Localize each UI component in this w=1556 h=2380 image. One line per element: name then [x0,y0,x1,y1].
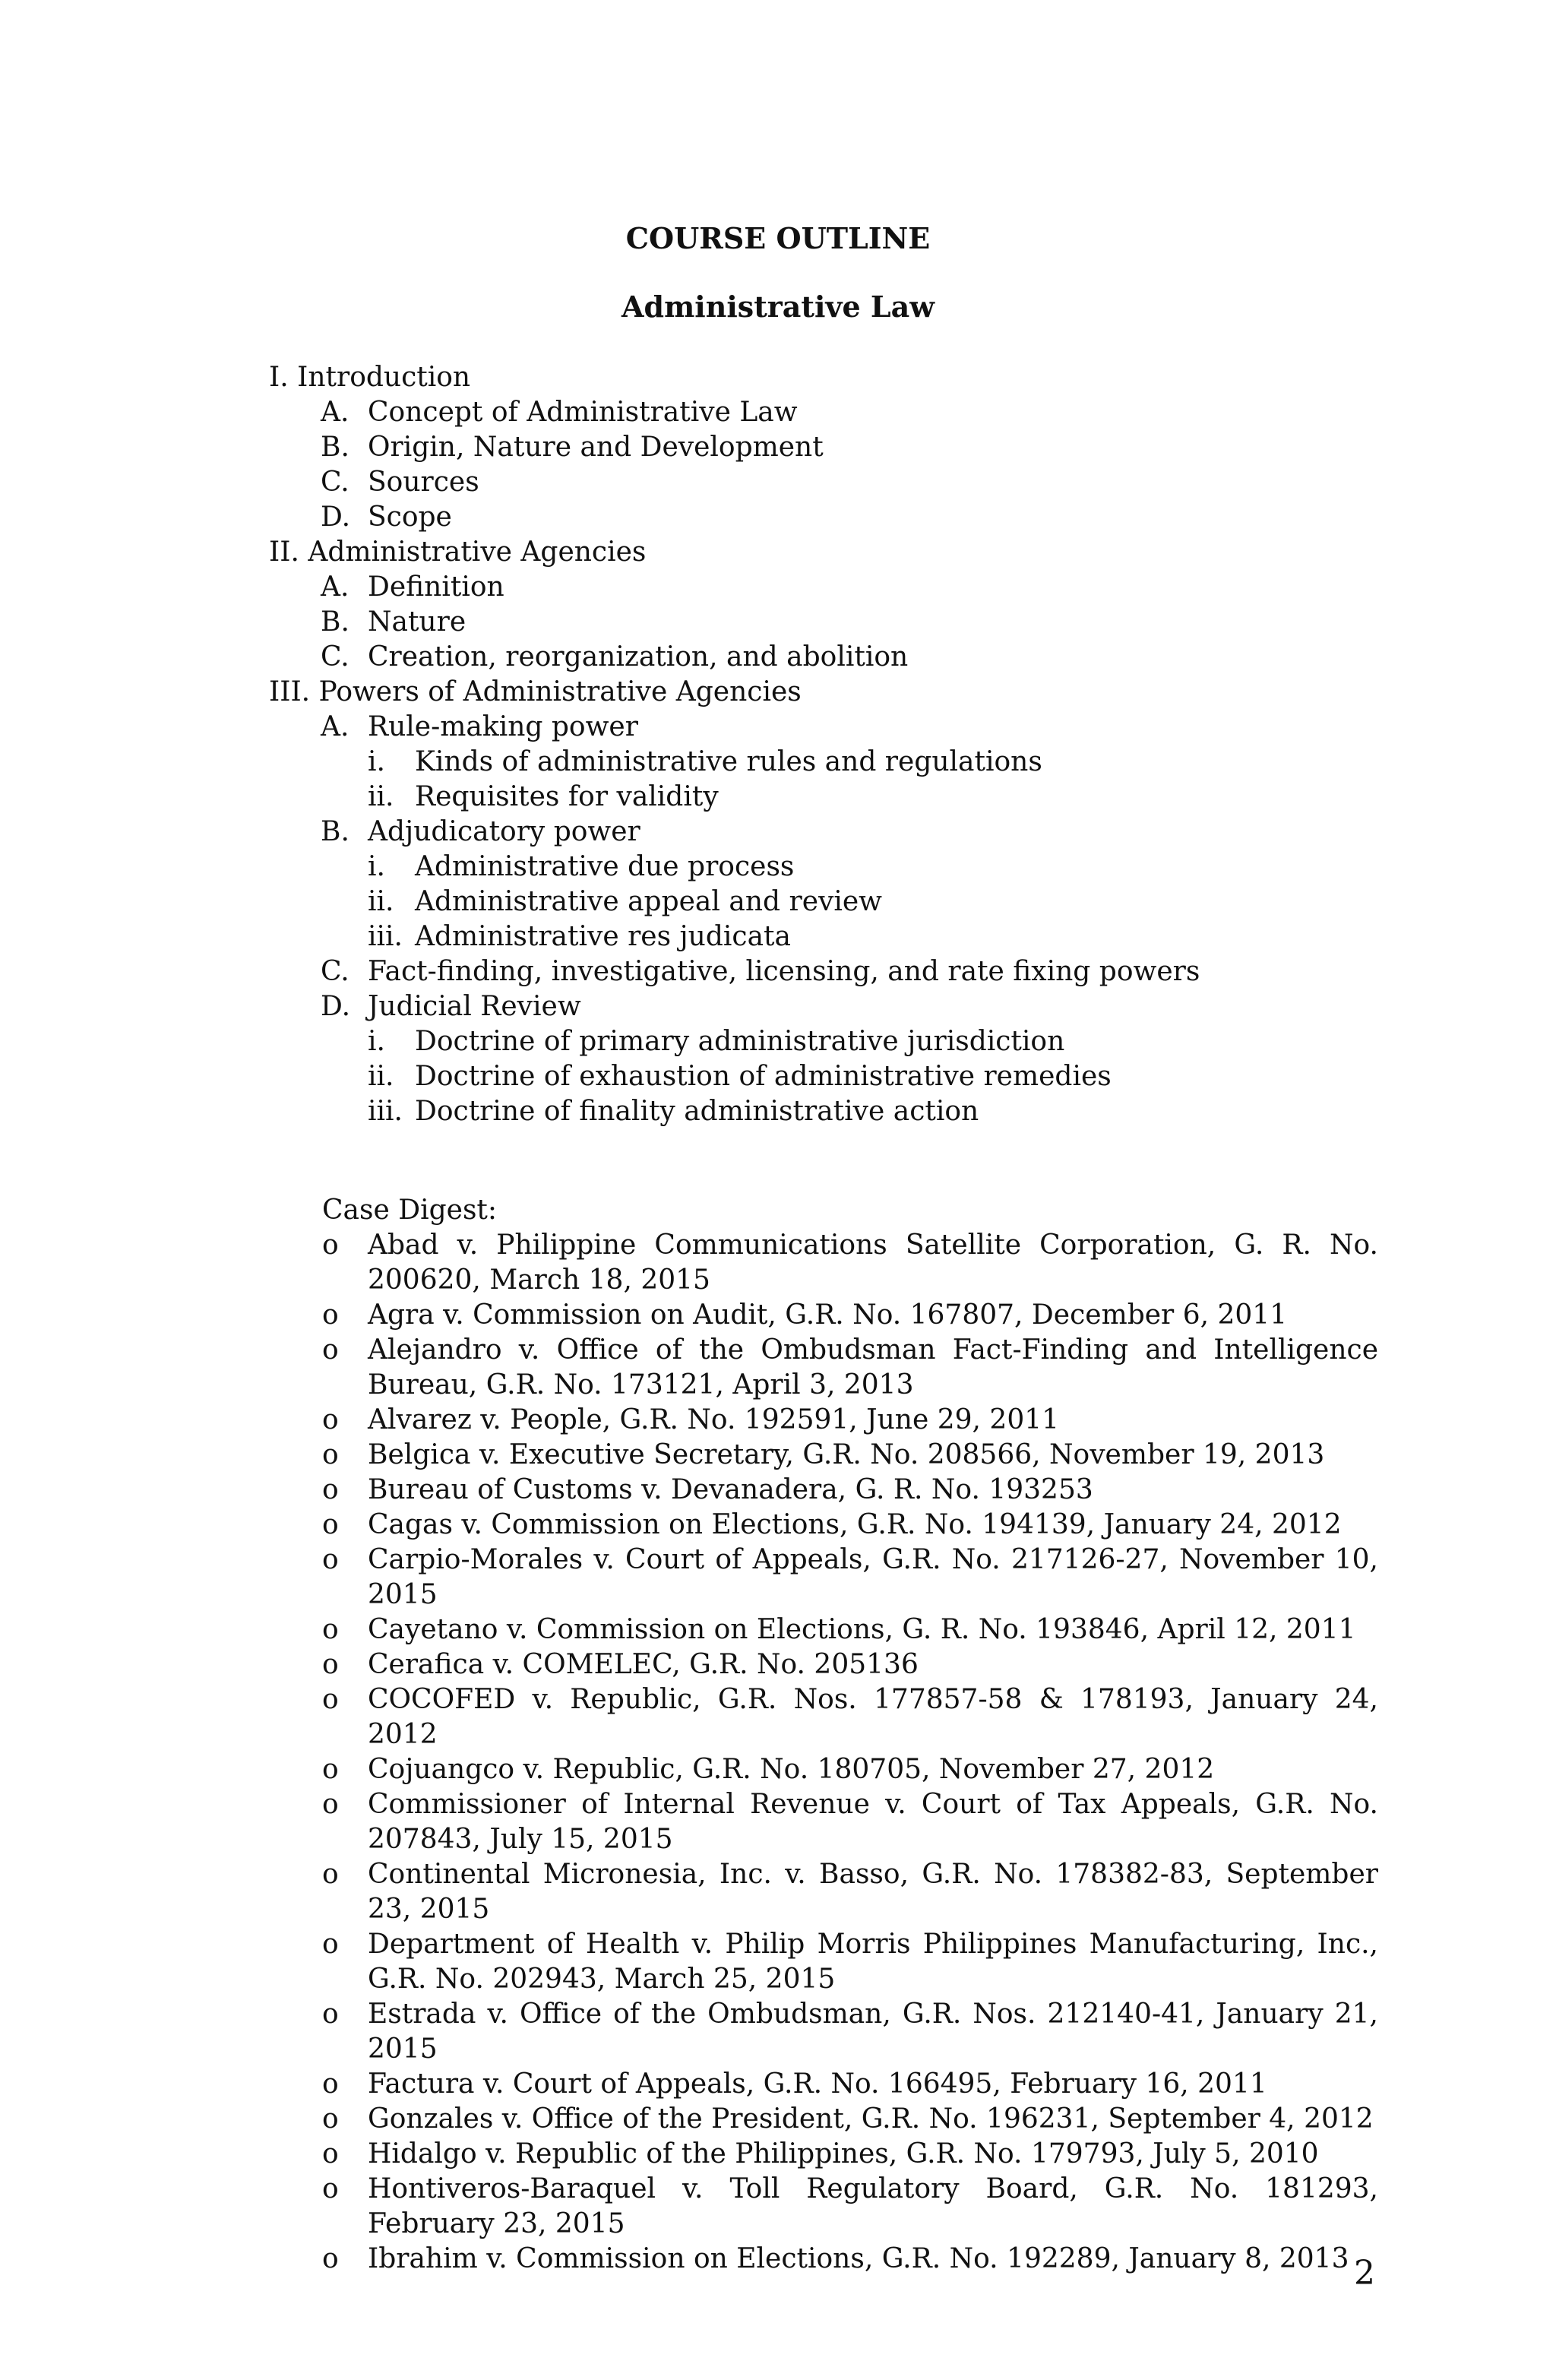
outline-text: Judicial Review [368,991,581,1022]
outline-item [269,1059,1409,1094]
case-citation: Bureau of Customs v. Devanadera, G. R. No. 193253 [368,1474,1093,1505]
outline-marker: i. [368,746,385,777]
outline-item [269,640,1409,675]
bullet-icon: o [322,1684,339,1715]
outline-item [269,919,1409,954]
case-citation: Carpio-Morales v. Court of Appeals, G.R. No. 217126-27, November 10, 2015 [368,1544,1378,1610]
bullet-icon: o [322,1404,339,1435]
outline-marker: iii. [368,1096,403,1127]
outline-marker: C. [321,467,349,498]
case-citation: Estrada v. Office of the Ombudsman, G.R. Nos. 212140-41, January 21, 2015 [368,1999,1378,2065]
bullet-icon: o [322,1649,339,1680]
case-citation: Cerafica v. COMELEC, G.R. No. 205136 [368,1649,919,1680]
outline-item [269,360,1409,395]
bullet-icon: o [322,2068,339,2100]
page-subtitle: Administrative Law [621,290,935,324]
outline-text: Origin, Nature and Development [368,432,824,463]
case-item [322,1647,1378,1682]
outline-text: Administrative res judicata [415,921,791,952]
outline-marker: ii. [368,781,394,812]
case-citation: Factura v. Court of Appeals, G.R. No. 166495, February 16, 2011 [368,2068,1267,2100]
case-item [322,1927,1378,1997]
outline-text: Administrative appeal and review [415,886,882,917]
outline-marker: A. [321,711,349,742]
outline-marker: B. [321,816,349,847]
case-item [322,2172,1378,2242]
outline-item [269,780,1409,815]
outline-heading: III. Powers of Administrative Agencies [269,676,802,707]
outline-item [269,954,1409,989]
case-citation: Commissioner of Internal Revenue v. Court of Tax Appeals, G.R. No. 207843, July 15, 2015 [368,1789,1378,1855]
outline-item [269,500,1409,535]
outline-text: Nature [368,606,466,638]
case-citation: Cayetano v. Commission on Elections, G. R. No. 193846, April 12, 2011 [368,1614,1356,1645]
outline-text: Doctrine of finality administrative action [415,1096,979,1127]
case-item [322,1787,1378,1857]
case-citation: Continental Micronesia, Inc. v. Basso, G.R. No. 178382-83, September 23, 2015 [368,1859,1378,1925]
outline-marker: i. [368,851,385,882]
outline-text: Sources [368,467,479,498]
case-item [322,2137,1378,2172]
outline-text: Concept of Administrative Law [368,397,798,428]
case-item [322,1508,1378,1543]
case-item [322,2067,1378,2102]
outline-item [269,989,1409,1024]
outline-item [269,850,1409,885]
case-item [322,1403,1378,1438]
outline-item [269,430,1409,465]
outline-text: Doctrine of primary administrative jurisdiction [415,1026,1065,1057]
case-digest-section [322,1193,1378,2277]
bullet-icon: o [322,2173,339,2204]
outline-text: Fact-finding, investigative, licensing, and rate fixing powers [368,956,1200,987]
outline-marker: B. [321,432,349,463]
case-citation: Gonzales v. Office of the President, G.R. No. 196231, September 4, 2012 [368,2103,1374,2135]
outline-marker: A. [321,397,349,428]
bullet-icon: o [322,1544,339,1575]
case-item [322,1438,1378,1473]
bullet-icon: o [322,1334,339,1366]
case-citation: Hontiveros-Baraquel v. Toll Regulatory Board, G.R. No. 181293, February 23, 2015 [368,2173,1378,2239]
outline-marker: ii. [368,886,394,917]
outline-text: Definition [368,571,504,603]
case-digest-heading: Case Digest: [322,1195,498,1226]
bullet-icon: o [322,1754,339,1785]
case-item [322,1682,1378,1752]
bullet-icon: o [322,1929,339,1960]
bullet-icon: o [322,1859,339,1890]
outline-marker: D. [321,502,351,533]
outline-text: Adjudicatory power [368,816,640,847]
outline-text: Requisites for validity [415,781,719,812]
bullet-icon: o [322,1789,339,1820]
case-item [322,1997,1378,2067]
case-citation: Hidalgo v. Republic of the Philippines, G.R. No. 179793, July 5, 2010 [368,2138,1319,2170]
case-item [322,1333,1378,1403]
outline-item [269,885,1409,919]
outline-text: Kinds of administrative rules and regulations [415,746,1042,777]
page-number: 2 [1354,2254,1375,2293]
outline-item [269,675,1409,710]
case-citation: Cojuangco v. Republic, G.R. No. 180705, November 27, 2012 [368,1754,1215,1785]
bullet-icon: o [322,2243,339,2274]
outline-marker: B. [321,606,349,638]
page-title: COURSE OUTLINE [625,221,931,255]
outline-item [269,745,1409,780]
outline-item [269,570,1409,605]
bullet-icon: o [322,1614,339,1645]
case-item [322,1228,1378,1298]
outline-marker: C. [321,956,349,987]
case-citation: Belgica v. Executive Secretary, G.R. No. 208566, November 19, 2013 [368,1439,1325,1470]
outline-text: Rule-making power [368,711,638,742]
outline-item [269,1094,1409,1129]
outline-marker: iii. [368,921,403,952]
case-item [322,1857,1378,1927]
case-item [322,1473,1378,1508]
case-citation: Alvarez v. People, G.R. No. 192591, June 29, 2011 [368,1404,1060,1435]
case-item [322,1613,1378,1647]
outline-text: Administrative due process [415,851,795,882]
bullet-icon: o [322,2103,339,2135]
outline-marker: C. [321,641,349,673]
case-citation: Ibrahim v. Commission on Elections, G.R. No. 192289, January 8, 2013 [368,2243,1349,2274]
case-item [322,1752,1378,1787]
outline-heading: II. Administrative Agencies [269,536,647,568]
outline-item [269,710,1409,745]
outline-text: Doctrine of exhaustion of administrative remedies [415,1061,1112,1092]
case-item [322,1543,1378,1613]
outline-marker: ii. [368,1061,394,1092]
outline-marker: D. [321,991,351,1022]
outline-item [269,395,1409,430]
case-citation: COCOFED v. Republic, G.R. Nos. 177857-58 & 178193, January 24, 2012 [368,1684,1378,1750]
outline-marker: A. [321,571,349,603]
bullet-icon: o [322,1999,339,2030]
outline-heading: I. Introduction [269,362,471,393]
course-outline [269,360,1409,1129]
case-list [322,1228,1378,2277]
case-item [322,2242,1378,2277]
case-citation: Cagas v. Commission on Elections, G.R. No. 194139, January 24, 2012 [368,1509,1342,1540]
case-citation: Department of Health v. Philip Morris Philippines Manufacturing, Inc., G.R. No. 202943, March 25, 2015 [368,1929,1378,1995]
bullet-icon: o [322,1230,339,1261]
case-item [322,2102,1378,2137]
outline-text: Scope [368,502,452,533]
case-citation: Agra v. Commission on Audit, G.R. No. 167807, December 6, 2011 [368,1299,1288,1331]
case-citation: Alejandro v. Office of the Ombudsman Fact-Finding and Intelligence Bureau, G.R. No. 173121, April 3, 2013 [368,1334,1378,1400]
outline-item [269,605,1409,640]
outline-item [269,815,1409,850]
outline-text: Creation, reorganization, and abolition [368,641,909,673]
bullet-icon: o [322,1299,339,1331]
bullet-icon: o [322,1474,339,1505]
case-item [322,1298,1378,1333]
bullet-icon: o [322,1509,339,1540]
outline-marker: i. [368,1026,385,1057]
outline-item [269,465,1409,500]
bullet-icon: o [322,1439,339,1470]
outline-item [269,1024,1409,1059]
case-citation: Abad v. Philippine Communications Satellite Corporation, G. R. No. 200620, March 18, 2015 [368,1230,1378,1296]
outline-item [269,535,1409,570]
bullet-icon: o [322,2138,339,2170]
